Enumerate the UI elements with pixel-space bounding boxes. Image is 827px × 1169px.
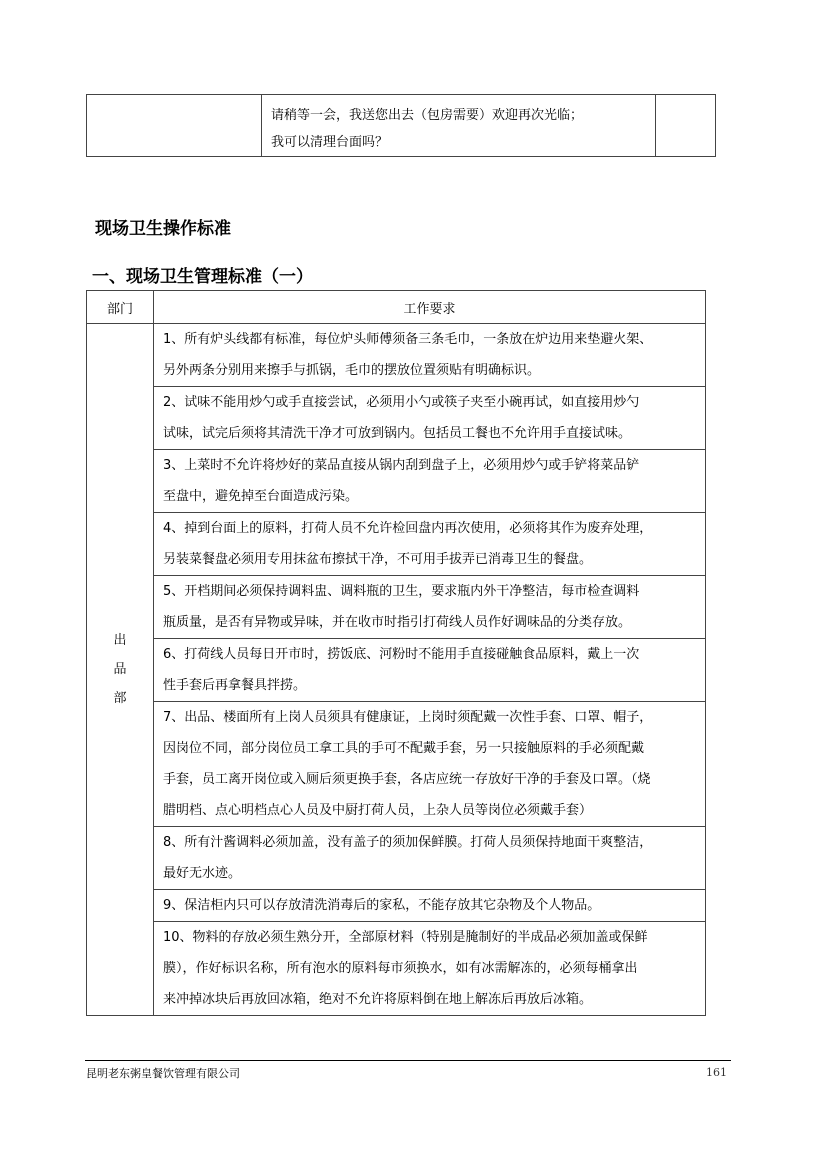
empty-cell	[87, 95, 262, 157]
text-line: 我可以清理台面吗？	[271, 135, 389, 150]
sub-title: 一、现场卫生管理标准（一）	[92, 267, 313, 287]
page-number: 161	[706, 1066, 727, 1079]
requirement-cell	[154, 639, 706, 702]
header-dept: 部门	[87, 291, 154, 324]
requirement-line: 因岗位不同，部分岗位员工拿工具的手可不配戴手套，另一只接触原料的手必须配戴	[163, 741, 645, 756]
requirement-line: 3、上菜时不允许将炒好的菜品直接从锅内刮到盘子上，必须用炒勺或手铲将菜品铲	[163, 458, 640, 473]
table-row	[87, 702, 706, 827]
requirement-cell	[154, 827, 706, 890]
table-row	[87, 576, 706, 639]
requirement-cell	[154, 576, 706, 639]
requirement-line: 6、打荷线人员每日开市时，捞饭底、河粉时不能用手直接碰触食品原料，戴上一次	[163, 647, 640, 662]
header-requirements: 工作要求	[154, 291, 706, 324]
requirement-line: 9、保洁柜内只可以存放清洗消毒后的家私，不能存放其它杂物及个人物品。	[163, 898, 601, 913]
text-line: 请稍等一会，我送您出去（包房需要）欢迎再次光临；	[271, 108, 584, 123]
requirement-line: 手套，员工离开岗位或入厕后须更换手套，各店应统一存放好干净的手套及口罩。（烧	[163, 772, 651, 787]
table-row	[87, 827, 706, 890]
requirement-line: 性手套后再拿餐具拌捞。	[163, 678, 307, 693]
requirement-line: 来冲掉冰块后再放回冰箱，绝对不允许将原料倒在地上解冻后再放后冰箱。	[163, 992, 593, 1007]
requirement-line: 膜），作好标识名称，所有泡水的原料每市须换水，如有冰需解冻的，必须每桶拿出	[163, 961, 638, 976]
requirement-line: 4、掉到台面上的原料，打荷人员不允许检回盘内再次使用，必须将其作为废弃处理，	[163, 521, 653, 536]
requirement-line: 7、出品、楼面所有上岗人员须具有健康证，上岗时须配戴一次性手套、口罩、帽子，	[163, 710, 653, 725]
dept-char: 品	[113, 662, 127, 677]
table-row	[87, 639, 706, 702]
requirement-line: 瓶质量，是否有异物或异味，并在收市时指引打荷线人员作好调味品的分类存放。	[163, 615, 632, 630]
table-row	[87, 922, 706, 1016]
continued-table	[86, 94, 716, 157]
requirement-cell	[154, 387, 706, 450]
footer-company-name: 昆明老东粥皇餐饮管理有限公司	[86, 1067, 240, 1080]
requirement-line: 试味，试完后须将其清洗干净才可放到锅内。包括员工餐也不允许用手直接试味。	[163, 426, 632, 441]
dept-char: 部	[113, 691, 127, 706]
dept-cell	[87, 324, 154, 1016]
table-row	[87, 450, 706, 513]
hygiene-standards-table	[86, 290, 706, 1016]
requirement-line: 另装菜餐盘必须用专用抹盆布擦拭干净，不可用手拔弄已消毒卫生的餐盘。	[163, 552, 593, 567]
requirement-line: 最好无水迹。	[163, 866, 242, 881]
requirement-line: 另外两条分别用来擦手与抓锅，毛巾的摆放位置须贴有明确标识。	[163, 363, 541, 378]
table-row	[87, 513, 706, 576]
table-row	[87, 95, 716, 157]
requirement-cell	[154, 922, 706, 1016]
requirement-cell	[154, 890, 706, 922]
requirement-line: 10、物料的存放必须生熟分开，全部原材料（特别是腌制好的半成品必须加盖或保鲜	[163, 930, 648, 945]
empty-cell	[656, 95, 716, 157]
footer-divider	[85, 1060, 731, 1061]
text-cell	[262, 95, 656, 157]
table-header-row	[87, 291, 706, 324]
table-row	[87, 890, 706, 922]
dept-char: 出	[113, 633, 127, 648]
requirement-line: 1、所有炉头线都有标准，每位炉头师傅须备三条毛巾，一条放在炉边用来垫避火架、	[163, 332, 653, 347]
requirement-cell	[154, 324, 706, 387]
requirement-cell	[154, 702, 706, 827]
requirement-cell	[154, 513, 706, 576]
requirement-line: 8、所有汁酱调料必须加盖，没有盖子的须加保鲜膜。打荷人员须保持地面干爽整洁，	[163, 835, 653, 850]
requirement-line: 5、开档期间必须保持调料盅、调料瓶的卫生，要求瓶内外干净整洁，每市检查调料	[163, 584, 640, 599]
table-row	[87, 324, 706, 387]
requirement-line: 2、试味不能用炒勺或手直接尝试，必须用小勺或筷子夹至小碗再试，如直接用炒勺	[163, 395, 640, 410]
requirement-line: 至盘中，避免掉至台面造成污染。	[163, 489, 359, 504]
section-title: 现场卫生操作标准	[95, 219, 231, 239]
table-row	[87, 387, 706, 450]
requirement-line: 腊明档、点心明档点心人员及中厨打荷人员，上杂人员等岗位必须戴手套）	[163, 803, 593, 818]
requirement-cell	[154, 450, 706, 513]
